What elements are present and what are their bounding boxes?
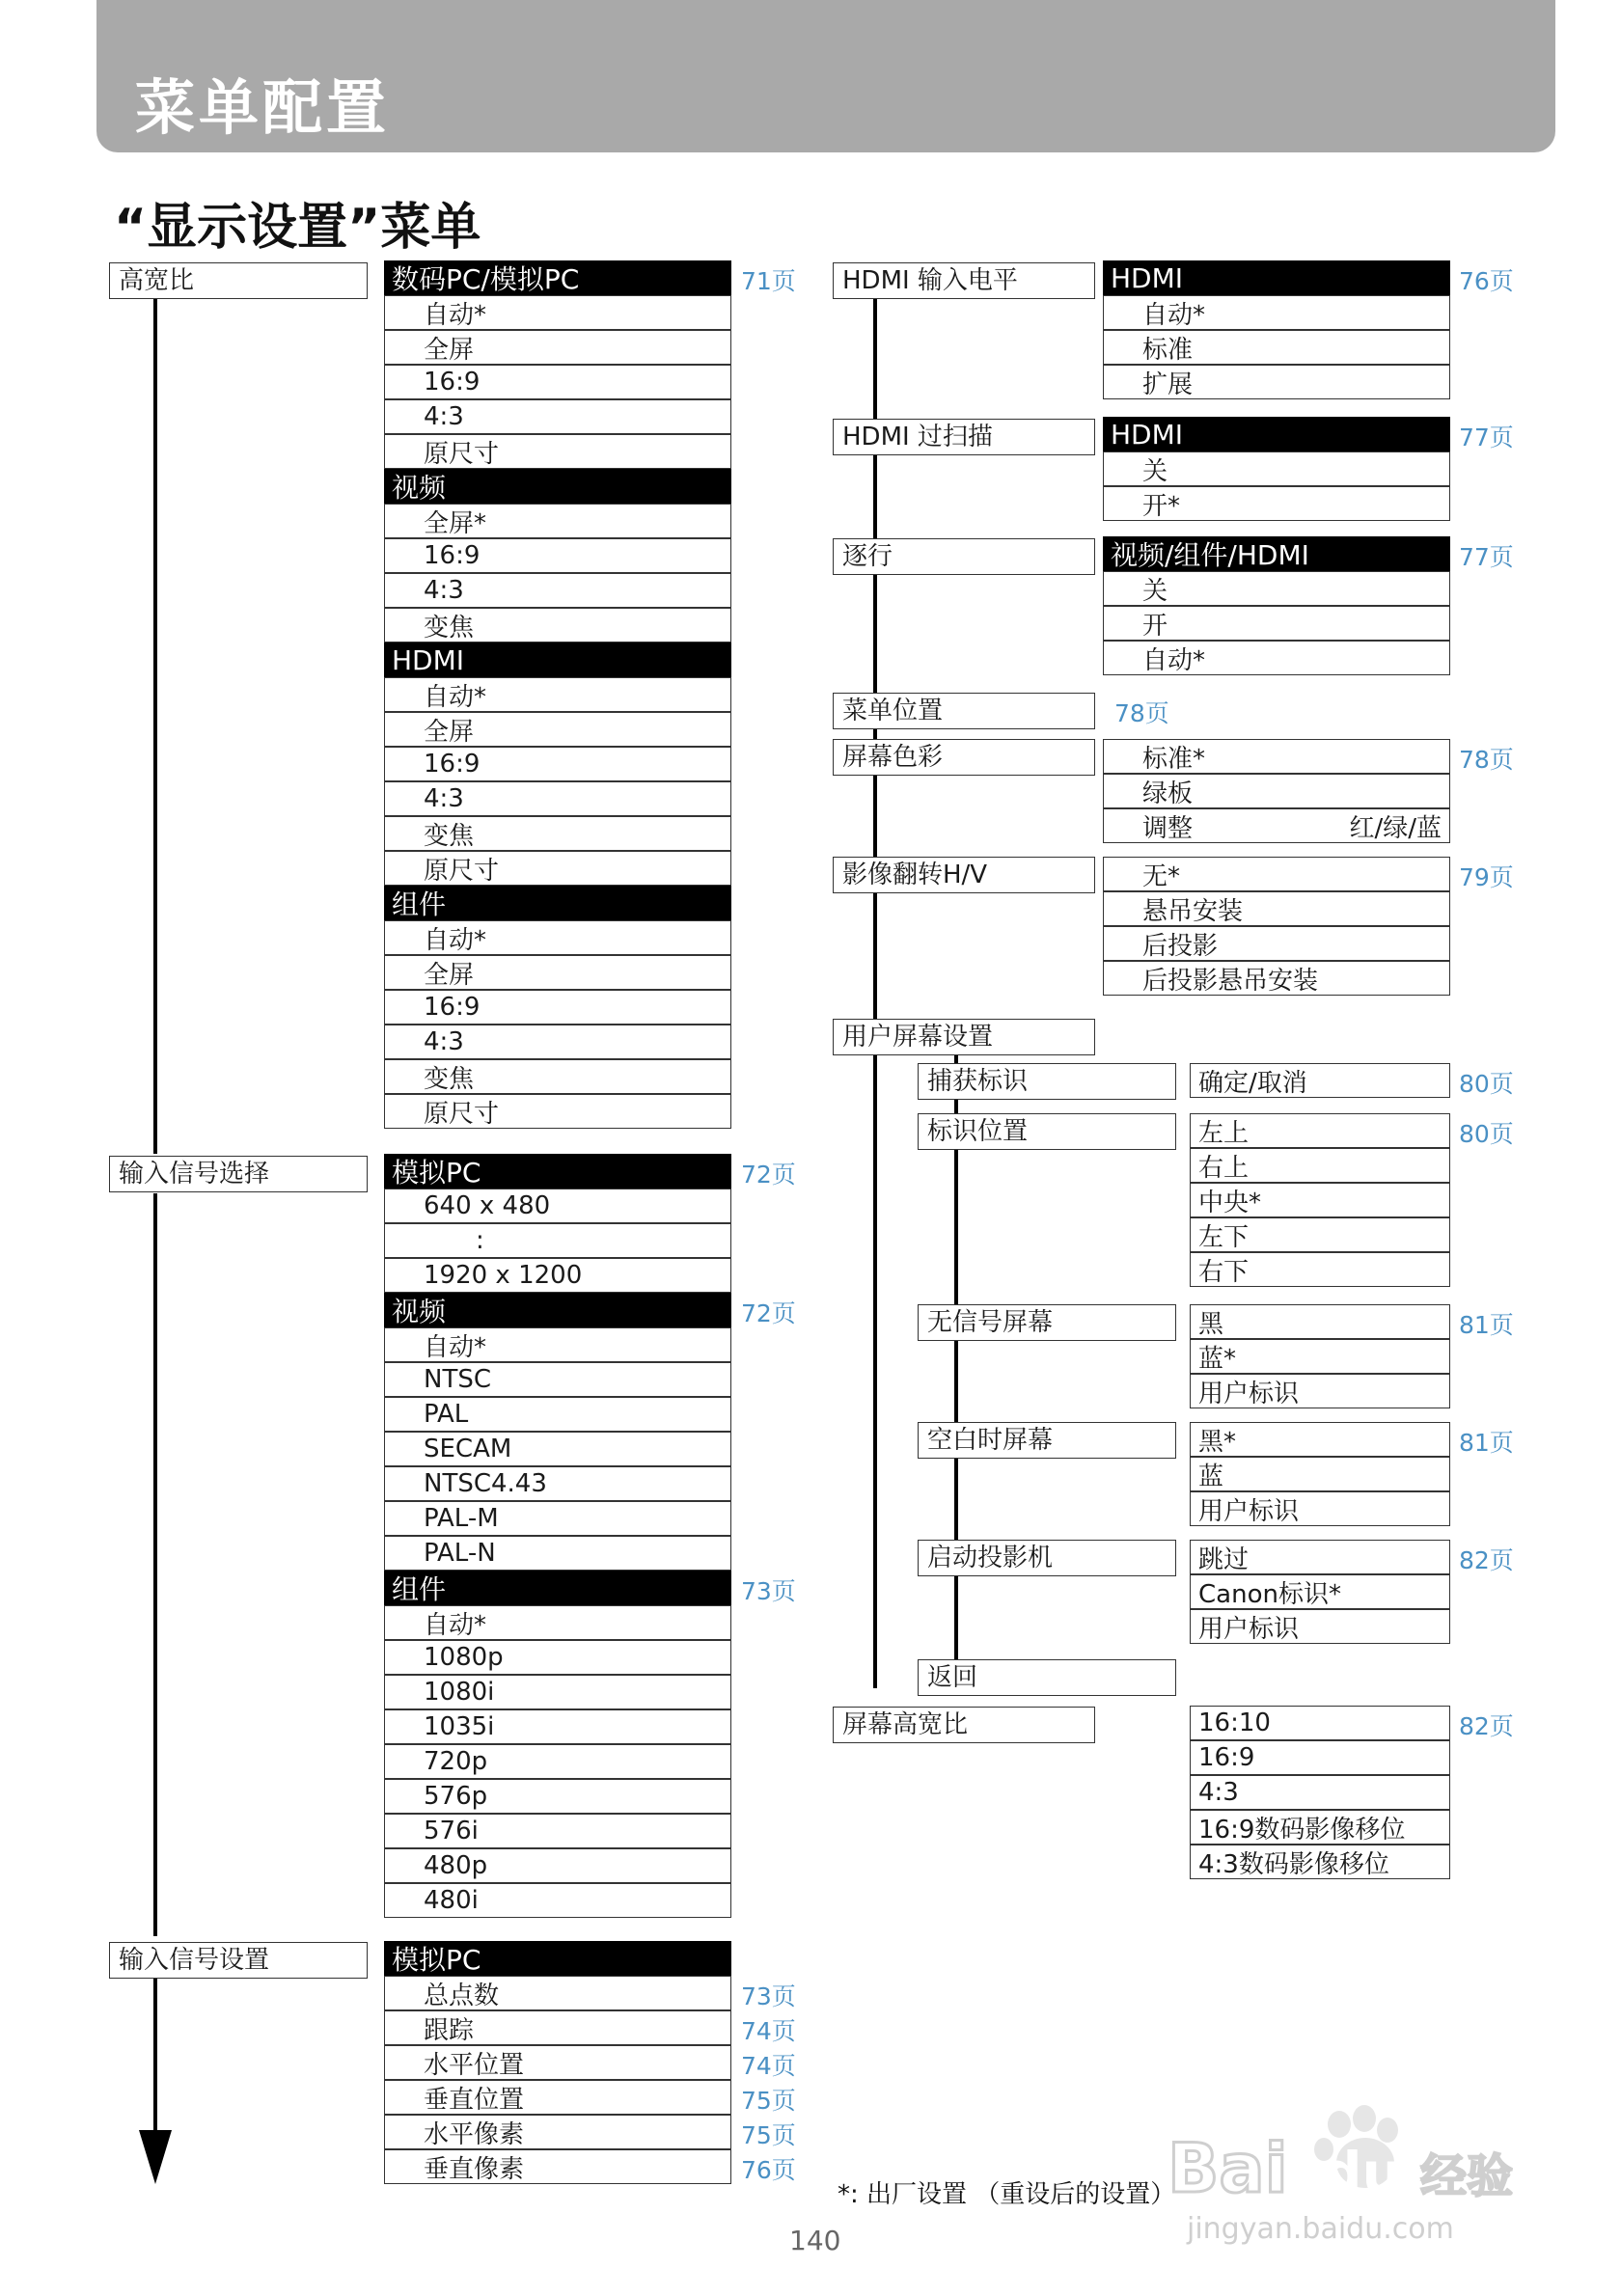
aspect-label: 高宽比 — [109, 262, 368, 299]
svg-text:经验: 经验 — [1420, 2149, 1514, 2203]
user-screen-option: 中央* — [1190, 1183, 1450, 1217]
input-settings-page-ref[interactable]: 75页 — [741, 2087, 796, 2115]
progressive-option: 关 — [1103, 571, 1450, 606]
progressive-option: 自动* — [1103, 641, 1450, 675]
input-select-option: 1035i — [384, 1709, 731, 1744]
user-screen-option: 黑 — [1190, 1304, 1450, 1339]
input-settings-label: 输入信号设置 — [109, 1942, 368, 1979]
input-select-group-title: 模拟PC — [384, 1154, 731, 1189]
input-select-option: SECAM — [384, 1432, 731, 1466]
hdmi-level-group-title: HDMI — [1103, 260, 1450, 295]
screen-color-option: 绿板 — [1103, 774, 1450, 808]
aspect-option: 原尺寸 — [384, 434, 731, 469]
flip-option: 无* — [1103, 857, 1450, 891]
aspect-option: 16:9 — [384, 747, 731, 781]
screen-color-label: 屏幕色彩 — [833, 739, 1095, 776]
aspect-option: 4:3 — [384, 1025, 731, 1059]
user-screen-option: 蓝 — [1190, 1457, 1450, 1491]
user-screen-item-label: 启动投影机 — [918, 1540, 1176, 1576]
input-settings-option: 跟踪 — [384, 2010, 731, 2045]
aspect-option: 自动* — [384, 295, 731, 330]
aspect-group-title: 组件 — [384, 886, 731, 920]
hdmi-overscan-page-ref[interactable]: 77页 — [1459, 424, 1514, 451]
input-select-group-title: 视频 — [384, 1293, 731, 1327]
input-settings-page-ref[interactable]: 76页 — [741, 2156, 796, 2184]
down-arrow-icon — [139, 2130, 172, 2184]
input-select-option: 自动* — [384, 1605, 731, 1640]
screen-aspect-option: 4:3数码影像移位 — [1190, 1845, 1450, 1879]
input-settings-option: 垂直像素 — [384, 2149, 731, 2184]
input-settings-page-ref[interactable]: 74页 — [741, 2052, 796, 2080]
aspect-option: 自动* — [384, 920, 731, 955]
svg-text:Bai: Bai — [1168, 2129, 1288, 2208]
hdmi-level-option: 自动* — [1103, 295, 1450, 330]
input-settings-group-title: 模拟PC — [384, 1941, 731, 1976]
user-screen-page-ref[interactable]: 82页 — [1459, 1546, 1514, 1574]
aspect-group-title: HDMI — [384, 642, 731, 677]
aspect-group-title: 视频 — [384, 469, 731, 504]
input-select-label: 输入信号选择 — [109, 1156, 368, 1192]
menu-position-label: 菜单位置 — [833, 693, 1095, 729]
input-select-option: NTSC4.43 — [384, 1466, 731, 1501]
aspect-option: 变焦 — [384, 1059, 731, 1094]
user-screen-label: 用户屏幕设置 — [833, 1019, 1095, 1055]
aspect-option: 变焦 — [384, 816, 731, 851]
progressive-option: 开 — [1103, 606, 1450, 641]
aspect-option: 16:9 — [384, 990, 731, 1025]
input-select-page-ref[interactable]: 72页 — [741, 1299, 796, 1327]
input-select-option: 720p — [384, 1744, 731, 1779]
aspect-option: 全屏* — [384, 504, 731, 538]
input-select-option: 640 x 480 — [384, 1189, 731, 1223]
hdmi-level-option: 标准 — [1103, 330, 1450, 365]
input-settings-option: 水平像素 — [384, 2115, 731, 2149]
user-screen-option: 用户标识 — [1190, 1491, 1450, 1526]
hdmi-overscan-option: 开* — [1103, 486, 1450, 521]
aspect-option: 16:9 — [384, 538, 731, 573]
progressive-label: 逐行 — [833, 538, 1095, 575]
screen-aspect-option: 16:10 — [1190, 1706, 1450, 1740]
user-screen-option: 右上 — [1190, 1148, 1450, 1183]
user-screen-option: 左下 — [1190, 1217, 1450, 1252]
user-screen-page-ref[interactable]: 80页 — [1459, 1120, 1514, 1148]
input-select-option: : — [384, 1223, 731, 1258]
aspect-option: 4:3 — [384, 399, 731, 434]
flip-page-ref[interactable]: 79页 — [1459, 863, 1514, 891]
page-header-title: 菜单配置 — [135, 72, 391, 143]
input-select-page-ref[interactable]: 72页 — [741, 1161, 796, 1189]
aspect-option: 全屏 — [384, 330, 731, 365]
screen-aspect-label: 屏幕高宽比 — [833, 1707, 1095, 1743]
screen-color-option: 调整 红/绿/蓝 — [1103, 808, 1450, 843]
input-select-option: PAL — [384, 1397, 731, 1432]
input-select-option: NTSC — [384, 1362, 731, 1397]
hdmi-level-page-ref[interactable]: 76页 — [1459, 267, 1514, 295]
flip-option: 悬吊安装 — [1103, 891, 1450, 926]
input-select-option: 1080p — [384, 1640, 731, 1675]
screen-color-option: 标准* — [1103, 739, 1450, 774]
flip-option: 后投影悬吊安装 — [1103, 961, 1450, 996]
input-select-group-title: 组件 — [384, 1571, 731, 1605]
aspect-option: 变焦 — [384, 608, 731, 642]
input-settings-page-ref[interactable]: 73页 — [741, 1982, 796, 2010]
user-screen-option: Canon标识* — [1190, 1574, 1450, 1609]
input-select-option: 1080i — [384, 1675, 731, 1709]
screen-aspect-option: 16:9 — [1190, 1740, 1450, 1775]
flip-option: 后投影 — [1103, 926, 1450, 961]
svg-text:jingyan.baidu.com: jingyan.baidu.com — [1187, 2212, 1454, 2246]
footnote: *: 出厂设置 （重设后的设置） — [838, 2180, 1176, 2209]
aspect-option: 全屏 — [384, 955, 731, 990]
input-settings-connector-line — [153, 1978, 157, 2153]
input-settings-option: 水平位置 — [384, 2045, 731, 2080]
aspect-option: 原尺寸 — [384, 851, 731, 886]
svg-text:du: du — [1322, 2140, 1402, 2205]
aspect-option: 16:9 — [384, 365, 731, 399]
aspect-group-title: 数码PC/模拟PC — [384, 260, 731, 295]
input-select-option: 1920 x 1200 — [384, 1258, 731, 1293]
hdmi-overscan-option: 关 — [1103, 451, 1450, 486]
user-screen-option: 蓝* — [1190, 1339, 1450, 1374]
progressive-group-title: 视频/组件/HDMI — [1103, 536, 1450, 571]
user-screen-option: 黑* — [1190, 1422, 1450, 1457]
input-select-option: 576p — [384, 1779, 731, 1814]
menu-position-page-ref[interactable]: 78页 — [1114, 699, 1169, 727]
aspect-connector-line — [153, 299, 157, 1154]
input-select-connector-line — [153, 1193, 157, 1936]
user-screen-option: 左上 — [1190, 1113, 1450, 1148]
input-select-option: 576i — [384, 1814, 731, 1848]
aspect-option: 原尺寸 — [384, 1094, 731, 1129]
aspect-option: 全屏 — [384, 712, 731, 747]
user-screen-item-label: 无信号屏幕 — [918, 1304, 1176, 1341]
user-screen-item-label: 标识位置 — [918, 1113, 1176, 1150]
input-select-option: PAL-N — [384, 1536, 731, 1571]
user-screen-option: 确定/取消 — [1190, 1063, 1450, 1098]
user-screen-option: 跳过 — [1190, 1540, 1450, 1574]
user-screen-option: 用户标识 — [1190, 1609, 1450, 1644]
hdmi-level-label: HDMI 输入电平 — [833, 262, 1095, 299]
user-screen-page-ref[interactable]: 81页 — [1459, 1311, 1514, 1339]
input-settings-option: 总点数 — [384, 1976, 731, 2010]
user-screen-option: 用户标识 — [1190, 1374, 1450, 1408]
input-settings-option: 垂直位置 — [384, 2080, 731, 2115]
hdmi-level-option: 扩展 — [1103, 365, 1450, 399]
aspect-option: 自动* — [384, 677, 731, 712]
input-select-option: 自动* — [384, 1327, 731, 1362]
screen-aspect-option: 16:9数码影像移位 — [1190, 1810, 1450, 1845]
flip-label: 影像翻转H/V — [833, 857, 1095, 893]
input-select-option: 480i — [384, 1883, 731, 1918]
aspect-page-ref[interactable]: 71页 — [741, 267, 796, 295]
hdmi-overscan-group-title: HDMI — [1103, 417, 1450, 451]
user-screen-option: 右下 — [1190, 1252, 1450, 1287]
user-screen-page-ref[interactable]: 80页 — [1459, 1070, 1514, 1098]
page-number: 140 — [789, 2225, 841, 2256]
input-settings-page-ref[interactable]: 74页 — [741, 2017, 796, 2045]
input-select-option: PAL-M — [384, 1501, 731, 1536]
input-settings-page-ref[interactable]: 75页 — [741, 2121, 796, 2149]
aspect-option: 4:3 — [384, 573, 731, 608]
screen-aspect-page-ref[interactable]: 82页 — [1459, 1712, 1514, 1740]
aspect-option: 4:3 — [384, 781, 731, 816]
user-screen-page-ref[interactable]: 81页 — [1459, 1429, 1514, 1457]
progressive-page-ref[interactable]: 77页 — [1459, 543, 1514, 571]
input-select-option: 480p — [384, 1848, 731, 1883]
menu-title: “显示设置”菜单 — [114, 199, 481, 257]
right-connector-line — [873, 299, 877, 1688]
user-screen-item-label: 捕获标识 — [918, 1063, 1176, 1100]
screen-aspect-option: 4:3 — [1190, 1775, 1450, 1810]
user-screen-item-label: 空白时屏幕 — [918, 1422, 1176, 1459]
color-adjust-values: 红/绿/蓝 — [1349, 813, 1442, 843]
hdmi-overscan-label: HDMI 过扫描 — [833, 419, 1095, 455]
screen-color-page-ref[interactable]: 78页 — [1459, 746, 1514, 774]
input-select-page-ref[interactable]: 73页 — [741, 1577, 796, 1605]
baidu-watermark-logo — [1168, 2103, 1525, 2248]
user-screen-back: 返回 — [918, 1659, 1176, 1696]
